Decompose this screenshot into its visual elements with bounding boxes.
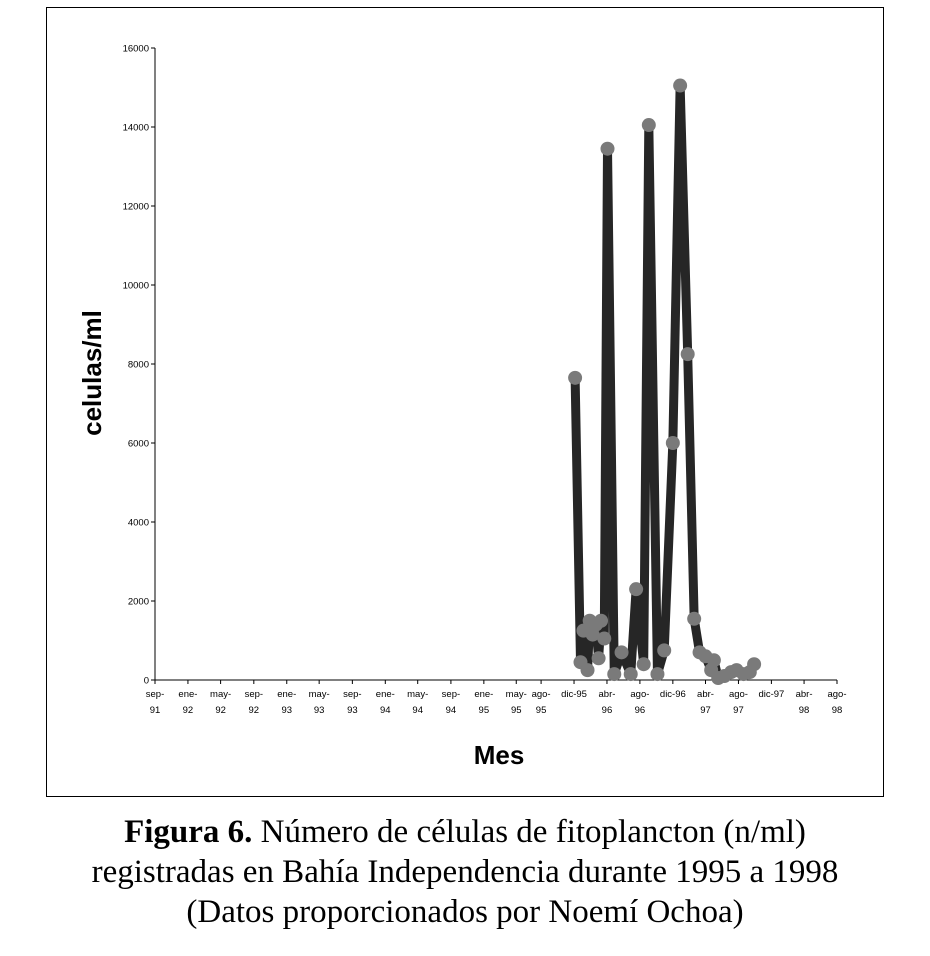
x-tick-label: sep-92 (244, 689, 264, 716)
y-axis-title: celulas/ml (77, 310, 107, 436)
x-tick-label: ene-94 (375, 689, 395, 716)
caption-line-2: registradas en Bahía Independencia durante 1995 a 1998 (91, 854, 839, 890)
x-axis-title: Mes (473, 740, 525, 770)
x-tick-label: may-92 (210, 689, 232, 716)
data-point (637, 657, 651, 671)
data-point (687, 612, 701, 626)
y-tick-label: 12000 (122, 201, 149, 213)
x-axis (146, 680, 847, 716)
data-point (673, 79, 687, 93)
caption-text-1: Número de células de fitoplancton (n/ml) (252, 814, 806, 850)
x-tick-label: ago-95 (531, 689, 551, 716)
data-point (707, 653, 721, 667)
y-tick-label: 16000 (122, 43, 149, 55)
data-point (592, 651, 606, 665)
x-tick-label: may-93 (308, 689, 330, 716)
data-point (597, 632, 611, 646)
data-point (568, 371, 582, 385)
data-point (629, 582, 643, 596)
chart (47, 8, 883, 796)
x-tick-label: may-94 (407, 689, 429, 716)
x-tick-label: ene-93 (277, 689, 297, 716)
y-tick-label: 6000 (127, 438, 149, 450)
x-tick-label: sep-94 (441, 689, 461, 716)
x-tick-label: sep-93 (343, 689, 362, 716)
data-point (666, 436, 680, 450)
data-point (657, 643, 671, 657)
x-tick-label: ago-96 (630, 689, 650, 716)
y-axis (123, 44, 155, 687)
data-point (615, 645, 629, 659)
caption-line-3: (Datos proporcionados por Noemí Ochoa) (186, 894, 744, 930)
data-point (650, 667, 664, 681)
x-tick-label: ene-95 (474, 689, 494, 716)
x-tick-label: ene-92 (178, 689, 198, 716)
y-tick-label: 10000 (122, 280, 149, 292)
caption-figure-label: Figura 6. (124, 814, 253, 850)
x-tick-label: abr-98 (795, 689, 813, 716)
data-point (642, 118, 656, 132)
x-tick-label: ago-98 (827, 689, 847, 716)
x-tick-label: dic-95 (561, 689, 587, 700)
x-tick-label: may-95 (505, 689, 527, 716)
data-point (747, 657, 761, 671)
data-point (681, 347, 695, 361)
chart-frame (46, 7, 884, 797)
y-tick-label: 8000 (127, 359, 149, 371)
y-tick-label: 0 (143, 675, 149, 687)
figure-caption (0, 812, 930, 932)
x-tick-label: dic-96 (659, 689, 686, 700)
x-tick-label: sep-91 (145, 689, 165, 716)
y-tick-label: 14000 (122, 122, 149, 134)
y-tick-label: 2000 (127, 596, 149, 608)
y-tick-label: 4000 (127, 517, 149, 529)
caption-line-1 (0, 812, 930, 852)
data-point (624, 667, 638, 681)
series-layer (568, 79, 761, 686)
x-tick-label: dic-97 (758, 689, 785, 700)
data-point (601, 142, 615, 156)
x-tick-label: abr-96 (598, 689, 616, 716)
data-point (607, 667, 621, 681)
data-point (581, 663, 595, 677)
x-tick-label: ago-97 (728, 689, 748, 716)
data-point (594, 614, 608, 628)
series-line (575, 86, 754, 679)
x-tick-label: abr-97 (697, 689, 714, 716)
